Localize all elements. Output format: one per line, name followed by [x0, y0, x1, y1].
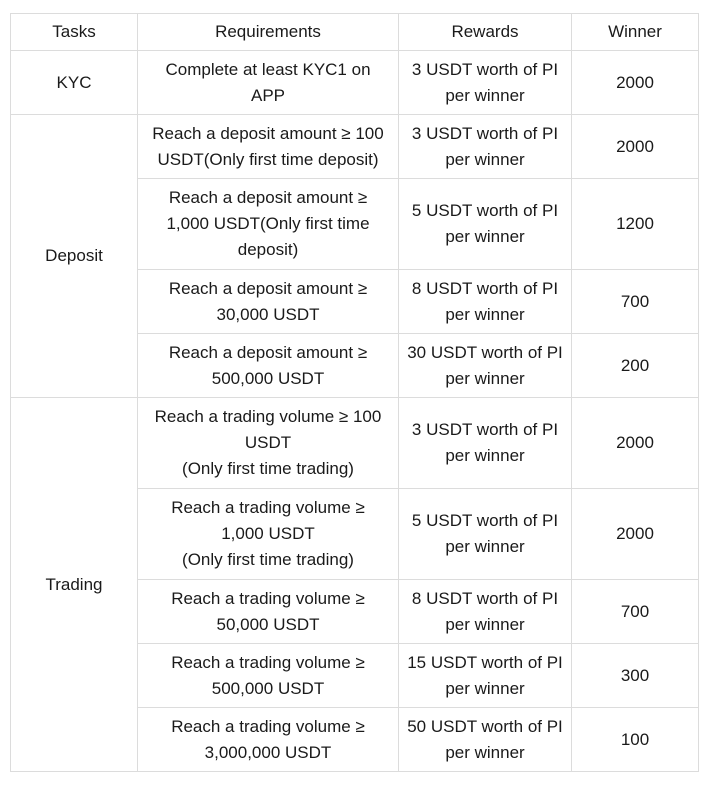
requirement-cell: Reach a trading volume ≥ 3,000,000 USDT — [138, 708, 399, 772]
winner-cell: 1200 — [572, 179, 699, 270]
table-row — [11, 115, 699, 179]
requirement-cell: Reach a trading volume ≥ 50,000 USDT — [138, 580, 399, 644]
header-row — [11, 14, 699, 51]
requirement-cell: Reach a trading volume ≥ 1,000 USDT (Only first time trading) — [138, 489, 399, 580]
table-row — [11, 398, 699, 489]
winner-cell: 700 — [572, 580, 699, 644]
winner-cell: 2000 — [572, 115, 699, 179]
task-cell: Deposit — [11, 115, 138, 398]
winner-cell: 2000 — [572, 398, 699, 489]
requirement-cell: Reach a trading volume ≥ 500,000 USDT — [138, 644, 399, 708]
winner-cell: 200 — [572, 334, 699, 398]
reward-cell: 8 USDT worth of PI per winner — [399, 270, 572, 334]
winner-cell: 2000 — [572, 51, 699, 115]
winner-cell: 2000 — [572, 489, 699, 580]
reward-cell: 5 USDT worth of PI per winner — [399, 179, 572, 270]
requirement-cell: Reach a deposit amount ≥ 1,000 USDT(Only first time deposit) — [138, 179, 399, 270]
table-row — [11, 51, 699, 115]
reward-cell: 15 USDT worth of PI per winner — [399, 644, 572, 708]
requirement-cell: Reach a deposit amount ≥ 100 USDT(Only first time deposit) — [138, 115, 399, 179]
requirement-cell: Complete at least KYC1 on APP — [138, 51, 399, 115]
header-tasks: Tasks — [11, 14, 138, 51]
reward-cell: 30 USDT worth of PI per winner — [399, 334, 572, 398]
reward-cell: 3 USDT worth of PI per winner — [399, 51, 572, 115]
rewards-table — [10, 13, 699, 772]
winner-cell: 700 — [572, 270, 699, 334]
requirement-cell: Reach a trading volume ≥ 100 USDT (Only first time trading) — [138, 398, 399, 489]
reward-cell: 3 USDT worth of PI per winner — [399, 398, 572, 489]
winner-cell: 300 — [572, 644, 699, 708]
reward-cell: 3 USDT worth of PI per winner — [399, 115, 572, 179]
reward-cell: 8 USDT worth of PI per winner — [399, 580, 572, 644]
table-body — [11, 51, 699, 772]
header-winner: Winner — [572, 14, 699, 51]
winner-cell: 100 — [572, 708, 699, 772]
task-cell: Trading — [11, 398, 138, 772]
header-requirements: Requirements — [138, 14, 399, 51]
requirement-cell: Reach a deposit amount ≥ 30,000 USDT — [138, 270, 399, 334]
header-rewards: Rewards — [399, 14, 572, 51]
rewards-table-container — [10, 13, 699, 772]
reward-cell: 5 USDT worth of PI per winner — [399, 489, 572, 580]
requirement-cell: Reach a deposit amount ≥ 500,000 USDT — [138, 334, 399, 398]
task-cell: KYC — [11, 51, 138, 115]
reward-cell: 50 USDT worth of PI per winner — [399, 708, 572, 772]
